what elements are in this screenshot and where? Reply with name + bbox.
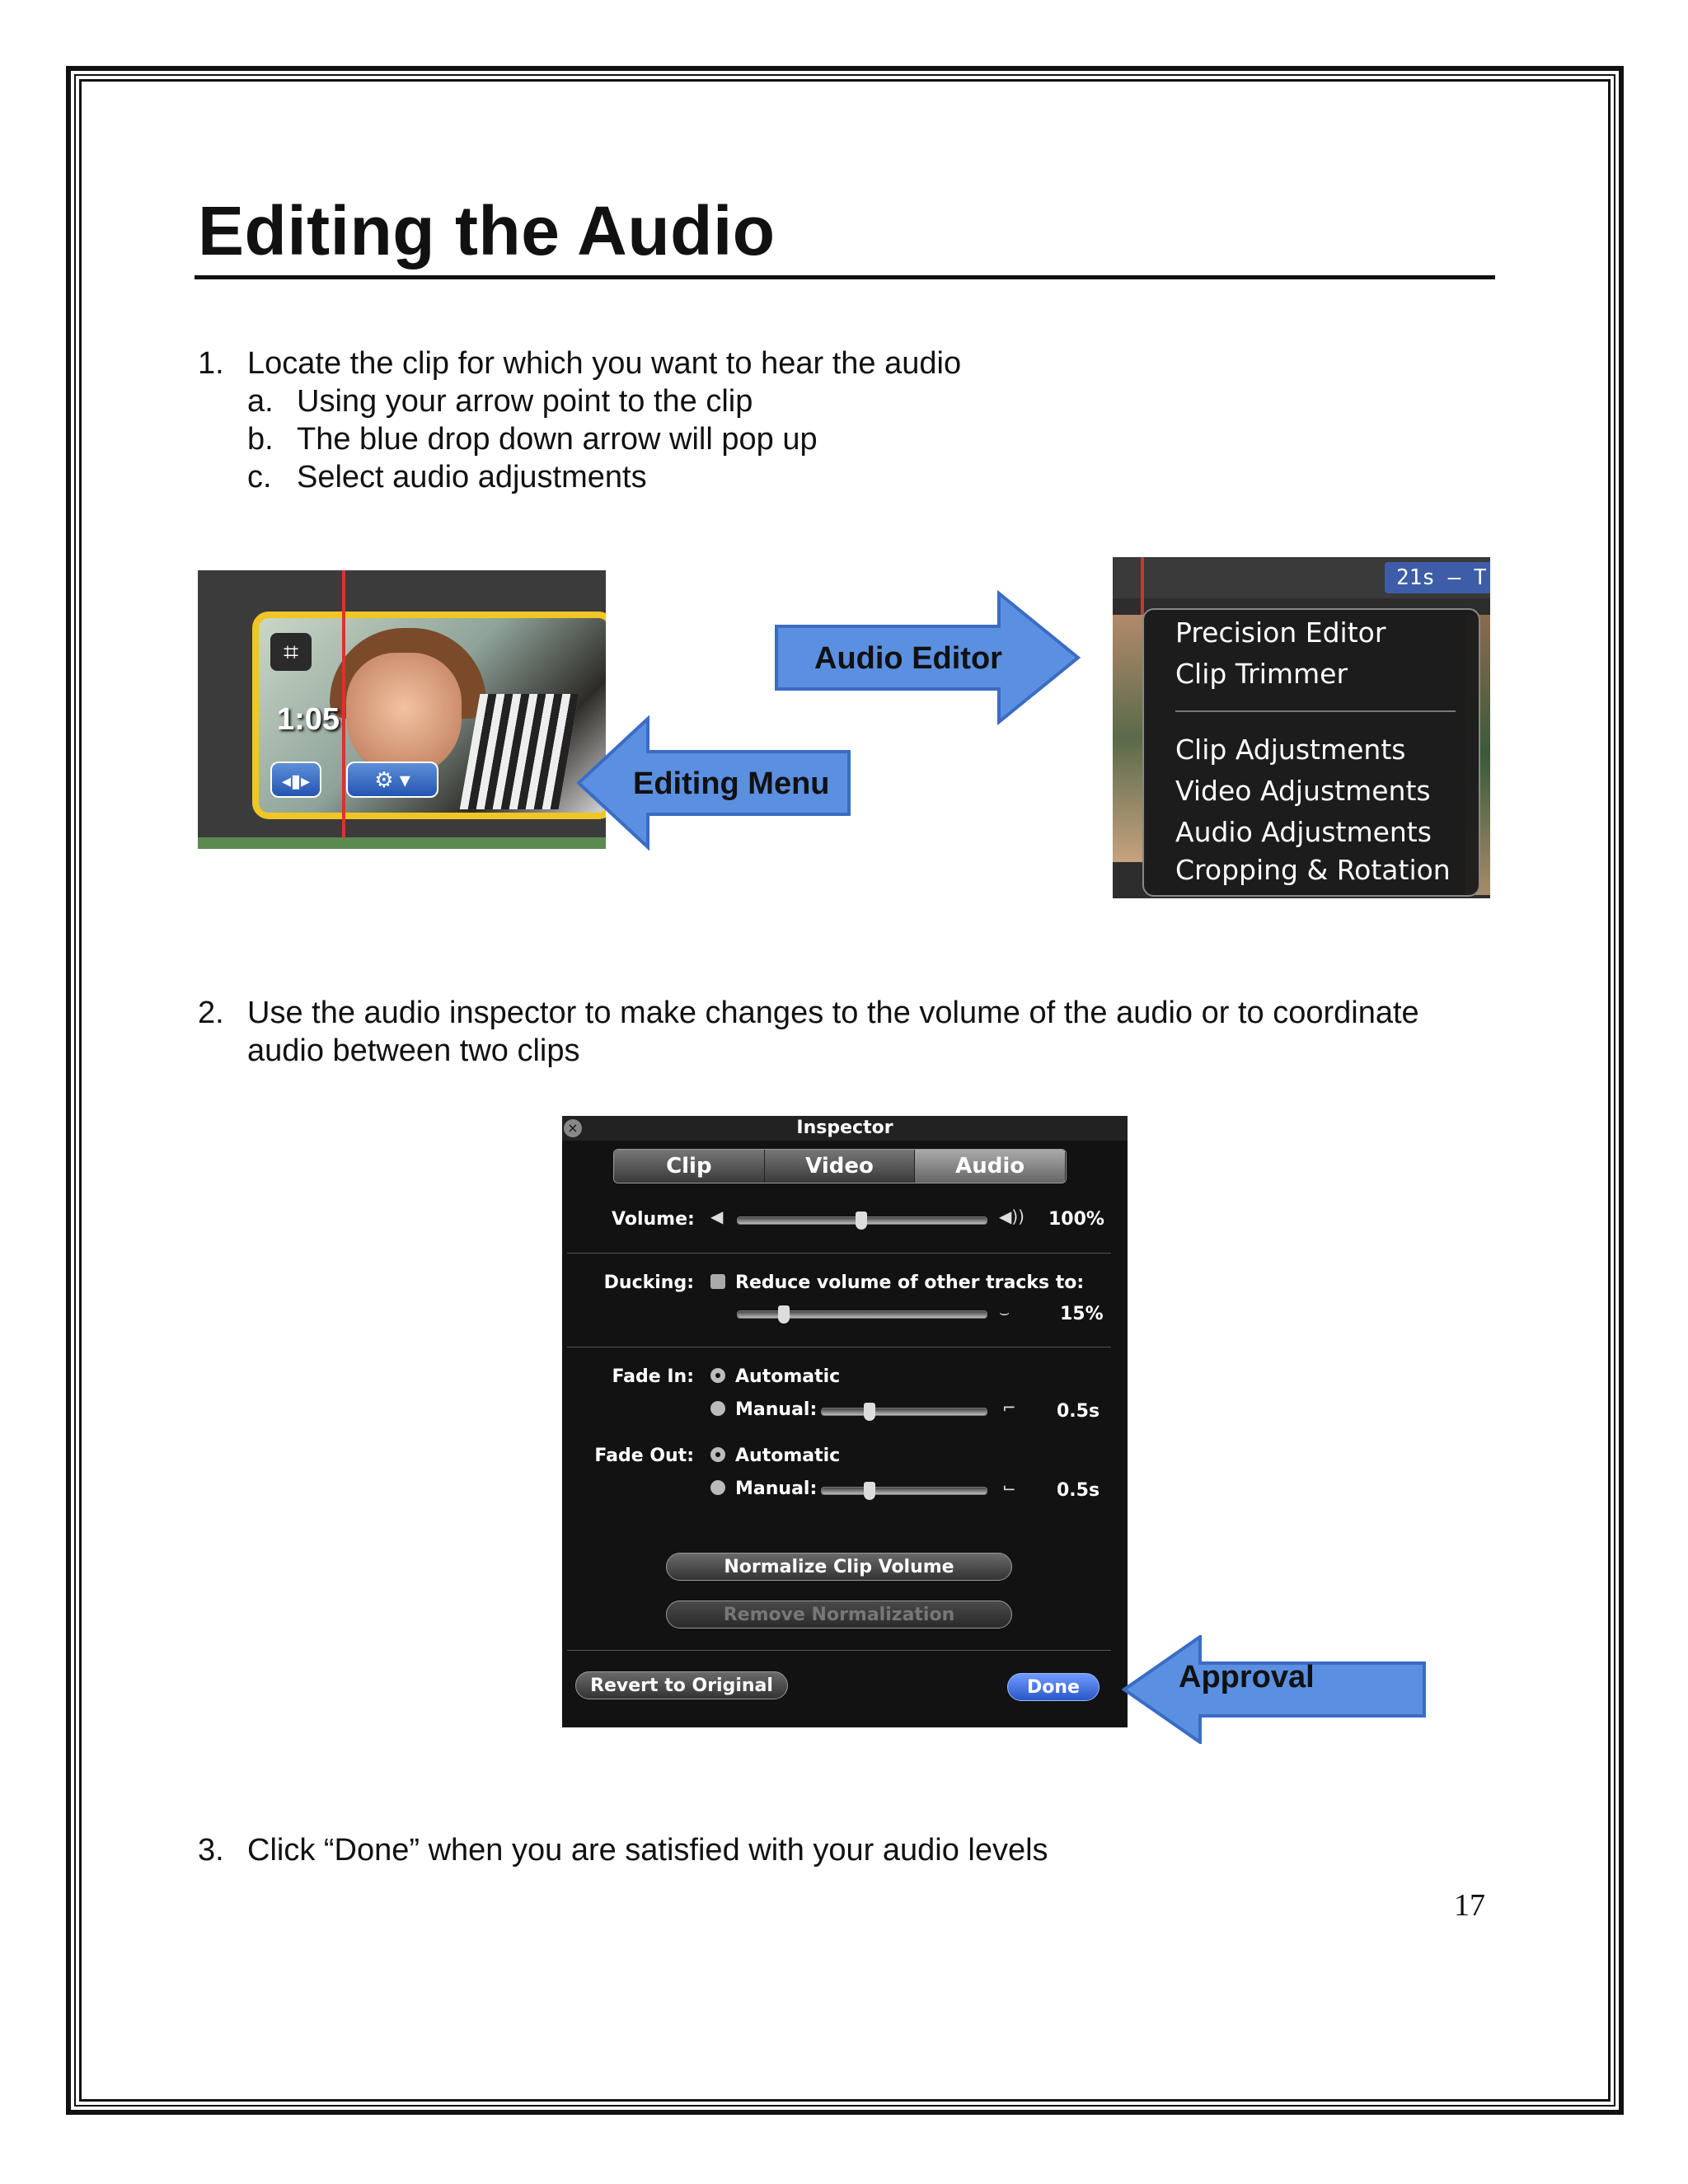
menu-item-clip-adjustments[interactable]: Clip Adjustments <box>1175 733 1406 766</box>
inspector-title: Inspector <box>562 1116 1128 1141</box>
volume-label: Volume: <box>612 1209 695 1230</box>
step-text: Locate the clip for which you want to hear the audio <box>247 346 962 381</box>
tab-video[interactable]: Video <box>765 1150 916 1183</box>
menu-item-precision-editor[interactable]: Precision Editor <box>1175 616 1386 649</box>
action-popup-menu <box>1142 608 1480 897</box>
step-number: 1. <box>198 346 224 381</box>
fade-in-automatic-label: Automatic <box>735 1366 841 1387</box>
audio-inspector-screenshot <box>562 1116 1128 1727</box>
substep-letter: a. <box>247 384 274 419</box>
time-tag: 21s – T <box>1385 562 1490 593</box>
playhead <box>342 570 345 849</box>
fade-out-value: 0.5s <box>1057 1480 1100 1501</box>
audio-editor-label: Audio Editor <box>814 641 1002 676</box>
volume-slider-knob[interactable] <box>856 1212 867 1230</box>
fade-out-manual-label: Manual: <box>735 1479 818 1499</box>
adjustments-menu-screenshot <box>1113 557 1490 898</box>
fade-in-automatic-radio[interactable] <box>710 1368 725 1383</box>
menu-item-video-adjustments[interactable]: Video Adjustments <box>1175 775 1431 807</box>
step-number: 3. <box>198 1833 224 1868</box>
clip-thumbnail-face <box>346 653 462 776</box>
ducking-slider-knob[interactable] <box>778 1305 790 1324</box>
divider <box>567 1650 1111 1651</box>
gear-icon: ⚙ <box>374 767 394 792</box>
menu-separator <box>1175 710 1456 712</box>
ducking-checkbox[interactable] <box>710 1274 725 1289</box>
tab-audio[interactable]: Audio <box>915 1150 1066 1183</box>
clip-screenshot <box>198 570 606 849</box>
fade-in-slider-knob[interactable] <box>864 1403 875 1421</box>
normalize-clip-volume-button[interactable]: Normalize Clip Volume <box>666 1553 1012 1581</box>
menu-item-audio-adjustments[interactable]: Audio Adjustments <box>1175 816 1432 848</box>
ducking-slider[interactable] <box>737 1310 987 1319</box>
step-text: Click “Done” when you are satisfied with your audio levels <box>247 1833 1048 1868</box>
speaker-low-icon: ◀ <box>710 1207 724 1226</box>
substep-text: Select audio adjustments <box>297 460 647 494</box>
fade-in-slider[interactable] <box>821 1408 987 1416</box>
approval-label: Approval <box>1179 1660 1315 1694</box>
remove-normalization-button[interactable]: Remove Normalization <box>666 1601 1012 1629</box>
fade-in-curve-icon: ⌐ <box>1002 1398 1016 1418</box>
page-number: 17 <box>1454 1888 1485 1923</box>
close-icon[interactable]: × <box>564 1119 582 1137</box>
substep-text: Using your arrow point to the clip <box>297 384 753 419</box>
step-number: 2. <box>198 996 224 1030</box>
playhead <box>1141 557 1144 615</box>
menu-item-clip-trimmer[interactable]: Clip Trimmer <box>1175 658 1348 690</box>
substep-text: The blue drop down arrow will pop up <box>297 422 818 457</box>
fade-out-label: Fade Out: <box>594 1446 694 1466</box>
volume-value: 100% <box>1048 1209 1104 1230</box>
step-1 <box>198 344 1434 382</box>
clip-thumbnail-railing <box>460 694 579 809</box>
fade-in-label: Fade In: <box>612 1366 694 1387</box>
step-text-line-1: Use the audio inspector to make changes to the volume of the audio or to coordinate <box>247 996 1419 1030</box>
chevron-down-icon: ▾ <box>399 767 410 792</box>
menu-item-cropping-rotation[interactable]: Cropping & Rotation <box>1175 854 1451 886</box>
gear-dropdown-button[interactable] <box>346 762 438 798</box>
done-button[interactable]: Done <box>1007 1673 1100 1701</box>
fade-out-slider[interactable] <box>821 1487 987 1495</box>
ducking-value: 15% <box>1060 1304 1104 1324</box>
inspector-tabs <box>613 1149 1067 1183</box>
step-2 <box>198 994 1517 1070</box>
step-text-line-2: audio between two clips <box>247 1033 580 1068</box>
fade-out-automatic-label: Automatic <box>735 1446 841 1466</box>
title-underline <box>195 275 1495 279</box>
editing-menu-label: Editing Menu <box>633 766 830 801</box>
divider <box>567 1253 1111 1254</box>
page-title: Editing the Audio <box>198 192 776 269</box>
fade-in-manual-label: Manual: <box>735 1399 818 1420</box>
substep-letter: c. <box>247 460 272 494</box>
audio-track-strip <box>198 837 606 849</box>
tab-clip[interactable]: Clip <box>614 1150 765 1183</box>
trim-handle-button[interactable]: ◂▮▸ <box>270 762 321 798</box>
duck-curve-icon: ⌣ <box>999 1302 1010 1322</box>
ducking-label: Ducking: <box>603 1272 694 1293</box>
fade-in-manual-radio[interactable] <box>710 1401 725 1416</box>
substep-letter: b. <box>247 422 274 457</box>
fade-out-curve-icon: ⌙ <box>1002 1477 1016 1497</box>
ducking-text: Reduce volume of other tracks to: <box>735 1272 1085 1293</box>
clip-duration: 1:05 <box>277 702 340 737</box>
revert-to-original-button[interactable]: Revert to Original <box>575 1671 788 1699</box>
clip-thumbnail <box>1113 615 1146 862</box>
fade-out-manual-radio[interactable] <box>710 1480 725 1495</box>
fade-in-value: 0.5s <box>1057 1401 1100 1422</box>
speaker-high-icon: ◀)) <box>999 1207 1025 1226</box>
crop-icon[interactable]: ⌗ <box>270 633 312 671</box>
step-3 <box>198 1831 1434 1869</box>
fade-out-slider-knob[interactable] <box>864 1482 875 1500</box>
fade-out-automatic-radio[interactable] <box>710 1447 725 1462</box>
